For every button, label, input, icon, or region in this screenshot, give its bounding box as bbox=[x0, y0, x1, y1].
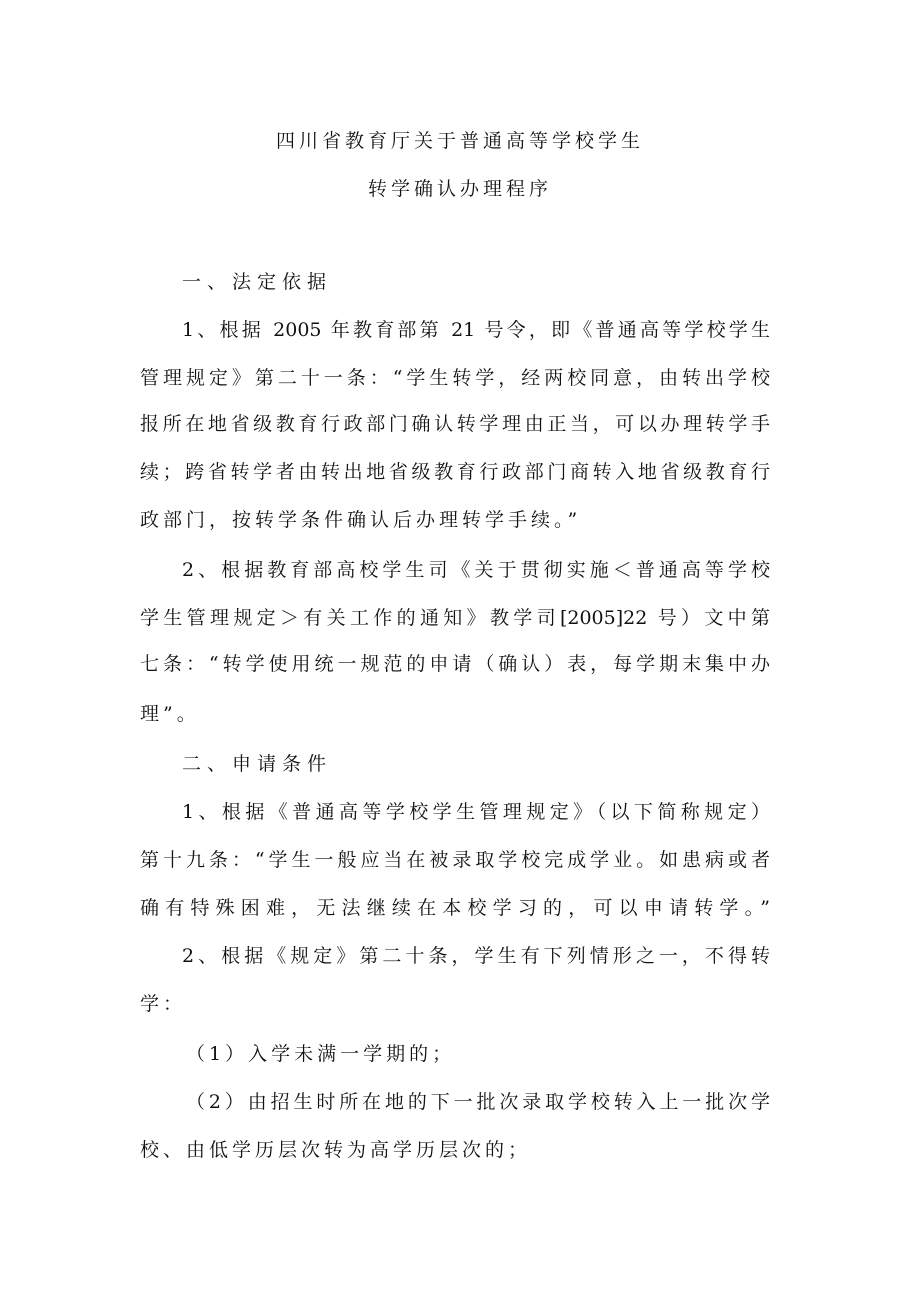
list-item-continuation: 校、由低学历层次转为高学历层次的； bbox=[140, 1139, 532, 1161]
paragraph-line: 1、根据《普通高等学校学生管理规定》（以下简称规定） bbox=[182, 801, 770, 823]
section-heading-legal-basis: 一、法定依据 bbox=[182, 271, 333, 293]
paragraph-line: 2、根据教育部高校学生司《关于贯彻实施＜普通高等学校 bbox=[182, 559, 770, 581]
paragraph-line: 第十九条：“学生一般应当在被录取学校完成学业。如患病或者 bbox=[140, 849, 770, 871]
document-title-line-2: 转学确认办理程序 bbox=[367, 178, 552, 200]
paragraph-line: 七条：“转学使用统一规范的申请（确认）表，每学期末集中办 bbox=[140, 653, 770, 675]
section-heading-conditions: 二、申请条件 bbox=[182, 753, 333, 775]
paragraph-line: 2、根据《规定》第二十条，学生有下列情形之一，不得转 bbox=[182, 945, 770, 967]
paragraph-line: 学： bbox=[140, 993, 187, 1015]
document-title-line-1: 四川省教育厅关于普通高等学校学生 bbox=[275, 130, 644, 152]
paragraph-line: 报所在地省级教育行政部门确认转学理由正当，可以办理转学手 bbox=[140, 413, 770, 435]
list-item: （1）入学未满一学期的； bbox=[186, 1043, 456, 1065]
paragraph-line: 续；跨省转学者由转出地省级教育行政部门商转入地省级教育行 bbox=[140, 461, 770, 483]
paragraph-line: 理”。 bbox=[140, 703, 200, 725]
list-item: （2）由招生时所在地的下一批次录取学校转入上一批次学 bbox=[186, 1091, 770, 1113]
paragraph-line: 管理规定》第二十一条：“学生转学，经两校同意，由转出学校 bbox=[140, 367, 770, 389]
paragraph-line: 政部门，按转学条件确认后办理转学手续。” bbox=[140, 509, 582, 531]
paragraph-line: 学生管理规定＞有关工作的通知》教学司[2005]22 号）文中第 bbox=[140, 607, 770, 629]
paragraph-line: 确有特殊困难，无法继续在本校学习的，可以申请转学。” bbox=[140, 897, 770, 919]
paragraph-line: 1、根据 2005 年教育部第 21 号令，即《普通高等学校学生 bbox=[182, 319, 770, 341]
